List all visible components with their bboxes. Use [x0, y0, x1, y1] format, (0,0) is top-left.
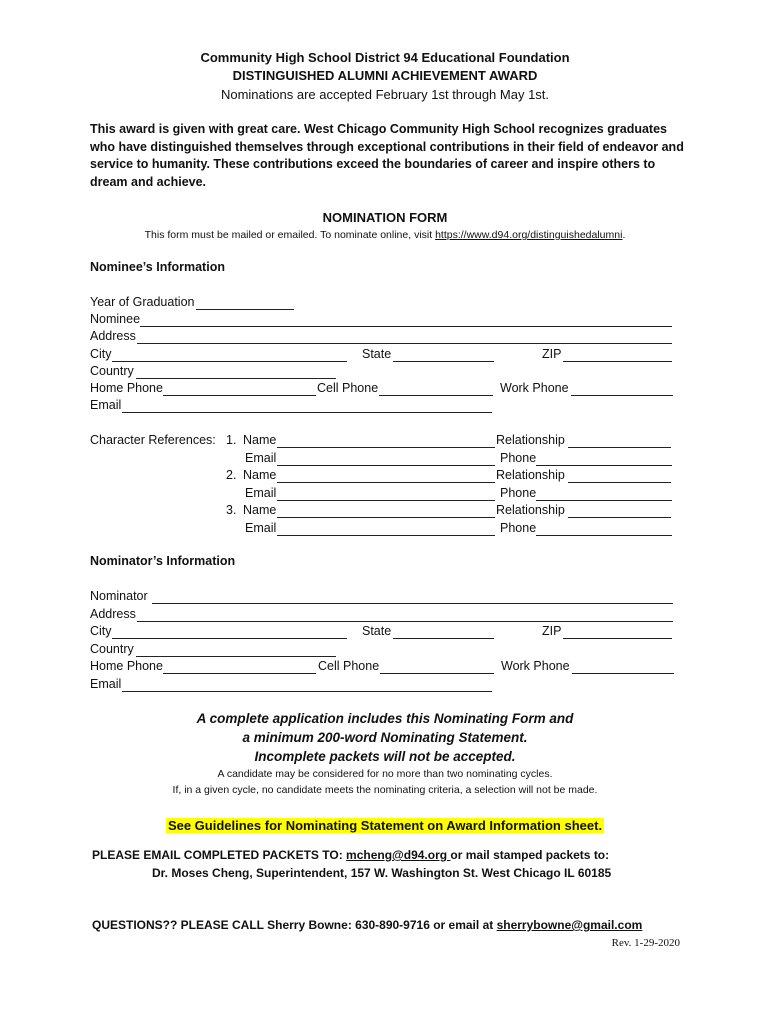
submission-instructions — [92, 848, 609, 862]
nominee-label: Nominee — [90, 312, 141, 326]
reference-2-email-label: Email — [245, 486, 277, 500]
questions-prefix: QUESTIONS?? PLEASE CALL Sherry Bowne: 630-890-9716 or email at — [92, 918, 497, 932]
nominator-zip-label: ZIP — [542, 624, 562, 638]
nominee-country-label: Country — [90, 364, 134, 378]
nominee-cell-phone-field[interactable] — [379, 395, 493, 396]
online-form-link[interactable]: https://www.d94.org/distinguishedalumni — [435, 229, 623, 241]
reference-3-number: 3. — [226, 503, 237, 517]
nominee-name-field[interactable] — [140, 326, 672, 327]
nominee-work-phone-label: Work Phone — [500, 381, 569, 395]
reference-2-phone-label: Phone — [500, 486, 537, 500]
nominator-cell-phone-label: Cell Phone — [318, 659, 380, 673]
questions-contact — [92, 918, 642, 932]
year-field[interactable] — [196, 309, 294, 310]
nominator-work-phone-field[interactable] — [572, 673, 674, 674]
submission-suffix: or mail stamped packets to: — [450, 848, 610, 862]
reference-3-name-label: Name — [243, 503, 277, 517]
reference-2-phone-field[interactable] — [536, 500, 672, 501]
nominator-address-label: Address — [90, 607, 136, 621]
nominee-zip-field[interactable] — [563, 361, 672, 362]
nominator-email-label: Email — [90, 677, 122, 691]
reference-3-name-field[interactable] — [277, 517, 495, 518]
nominator-name-field[interactable] — [152, 603, 673, 604]
nominee-home-phone-label: Home Phone — [90, 381, 163, 395]
nominee-email-label: Email — [90, 398, 122, 412]
form-note-text: This form must be mailed or emailed. To nominate online, visit — [144, 229, 436, 241]
nominator-cell-phone-field[interactable] — [380, 673, 494, 674]
nominator-state-label: State — [362, 624, 392, 638]
reference-3-phone-label: Phone — [500, 521, 537, 535]
nominee-address-label: Address — [90, 329, 136, 343]
guidelines-text: See Guidelines for Nominating Statement on Award Information sheet. — [167, 818, 603, 833]
nominator-zip-field[interactable] — [563, 638, 672, 639]
nominee-city-field[interactable] — [112, 361, 347, 362]
guidelines-notice — [0, 817, 770, 835]
reference-2-name-field[interactable] — [277, 482, 495, 483]
reference-3-phone-field[interactable] — [536, 535, 672, 536]
reference-1-phone-field[interactable] — [536, 465, 672, 466]
reference-1-number: 1. — [226, 433, 237, 447]
requirement-line-3: Incomplete packets will not be accepted. — [254, 749, 516, 764]
reference-2-email-field[interactable] — [277, 500, 495, 501]
reference-1-relationship-field[interactable] — [568, 447, 671, 448]
award-title: DISTINGUISHED ALUMNI ACHIEVEMENT AWARD — [232, 68, 538, 83]
nomination-dates: Nominations are accepted February 1st through May 1st. — [220, 87, 550, 102]
form-note — [0, 229, 770, 241]
nominator-label: Nominator — [90, 589, 148, 603]
nominator-city-field[interactable] — [112, 638, 347, 639]
reference-1-email-field[interactable] — [277, 465, 495, 466]
nominee-work-phone-field[interactable] — [571, 395, 673, 396]
nominator-address-field[interactable] — [137, 621, 673, 622]
reference-1-relationship-label: Relationship — [496, 433, 565, 447]
nominator-city-label: City — [90, 624, 112, 638]
reference-2-relationship-label: Relationship — [496, 468, 565, 482]
nominator-email-field[interactable] — [122, 691, 492, 692]
nominee-email-field[interactable] — [122, 412, 492, 413]
form-note-period: . — [622, 229, 626, 241]
revision-date: Rev. 1-29-2020 — [611, 937, 680, 949]
nominator-work-phone-label: Work Phone — [501, 659, 570, 673]
nominee-city-label: City — [90, 347, 112, 361]
reference-2-name-label: Name — [243, 468, 277, 482]
references-label: Character References: — [90, 433, 216, 447]
reference-1-email-label: Email — [245, 451, 277, 465]
reference-2-number: 2. — [226, 468, 237, 482]
reference-3-email-field[interactable] — [277, 535, 495, 536]
nominator-state-field[interactable] — [393, 638, 494, 639]
selection-note: If, in a given cycle, no candidate meets the nominating criteria, a selection will not be made. — [172, 784, 598, 796]
requirement-line-1: A complete application includes this Nominating Form and — [196, 711, 574, 726]
nominator-home-phone-field[interactable] — [163, 673, 316, 674]
submission-prefix: PLEASE EMAIL COMPLETED PACKETS TO: — [92, 848, 347, 862]
nominee-cell-phone-label: Cell Phone — [317, 381, 379, 395]
reference-1-phone-label: Phone — [500, 451, 537, 465]
reference-2-relationship-field[interactable] — [568, 482, 671, 483]
intro-paragraph: This award is given with great care. West Chicago Community High School recognizes graduates who have distinguished themselves through exceptional contributions in their field of endeavor and service to humanity. These contributions exceed the boundaries of career and inspire others to dream and achieve. — [90, 122, 684, 189]
requirement-line-2: a minimum 200-word Nominating Statement. — [242, 730, 528, 745]
nominee-heading: Nominee’s Information — [90, 260, 225, 274]
nominee-home-phone-field[interactable] — [163, 395, 316, 396]
nominee-address-field[interactable] — [137, 343, 672, 344]
eligibility-note: A candidate may be considered for no more than two nominating cycles. — [217, 768, 553, 780]
nominator-country-label: Country — [90, 642, 134, 656]
foundation-title: Community High School District 94 Educational Foundation — [200, 50, 570, 65]
nominator-heading: Nominator’s Information — [90, 554, 236, 568]
year-label: Year of Graduation — [90, 295, 195, 309]
nominee-zip-label: ZIP — [542, 347, 562, 361]
mailing-address: Dr. Moses Cheng, Superintendent, 157 W. Washington St. West Chicago IL 60185 — [152, 866, 612, 880]
reference-1-name-field[interactable] — [277, 447, 495, 448]
form-title: NOMINATION FORM — [322, 210, 448, 225]
nominator-home-phone-label: Home Phone — [90, 659, 163, 673]
questions-email-link[interactable]: sherrybowne@gmail.com — [496, 918, 643, 932]
submission-email-link[interactable]: mcheng@d94.org — [346, 848, 451, 862]
nominee-country-field[interactable] — [136, 378, 336, 379]
nominator-country-field[interactable] — [136, 656, 336, 657]
nominee-state-field[interactable] — [393, 361, 494, 362]
nominee-state-label: State — [362, 347, 392, 361]
reference-3-email-label: Email — [245, 521, 277, 535]
reference-3-relationship-label: Relationship — [496, 503, 565, 517]
reference-1-name-label: Name — [243, 433, 277, 447]
reference-3-relationship-field[interactable] — [568, 517, 671, 518]
